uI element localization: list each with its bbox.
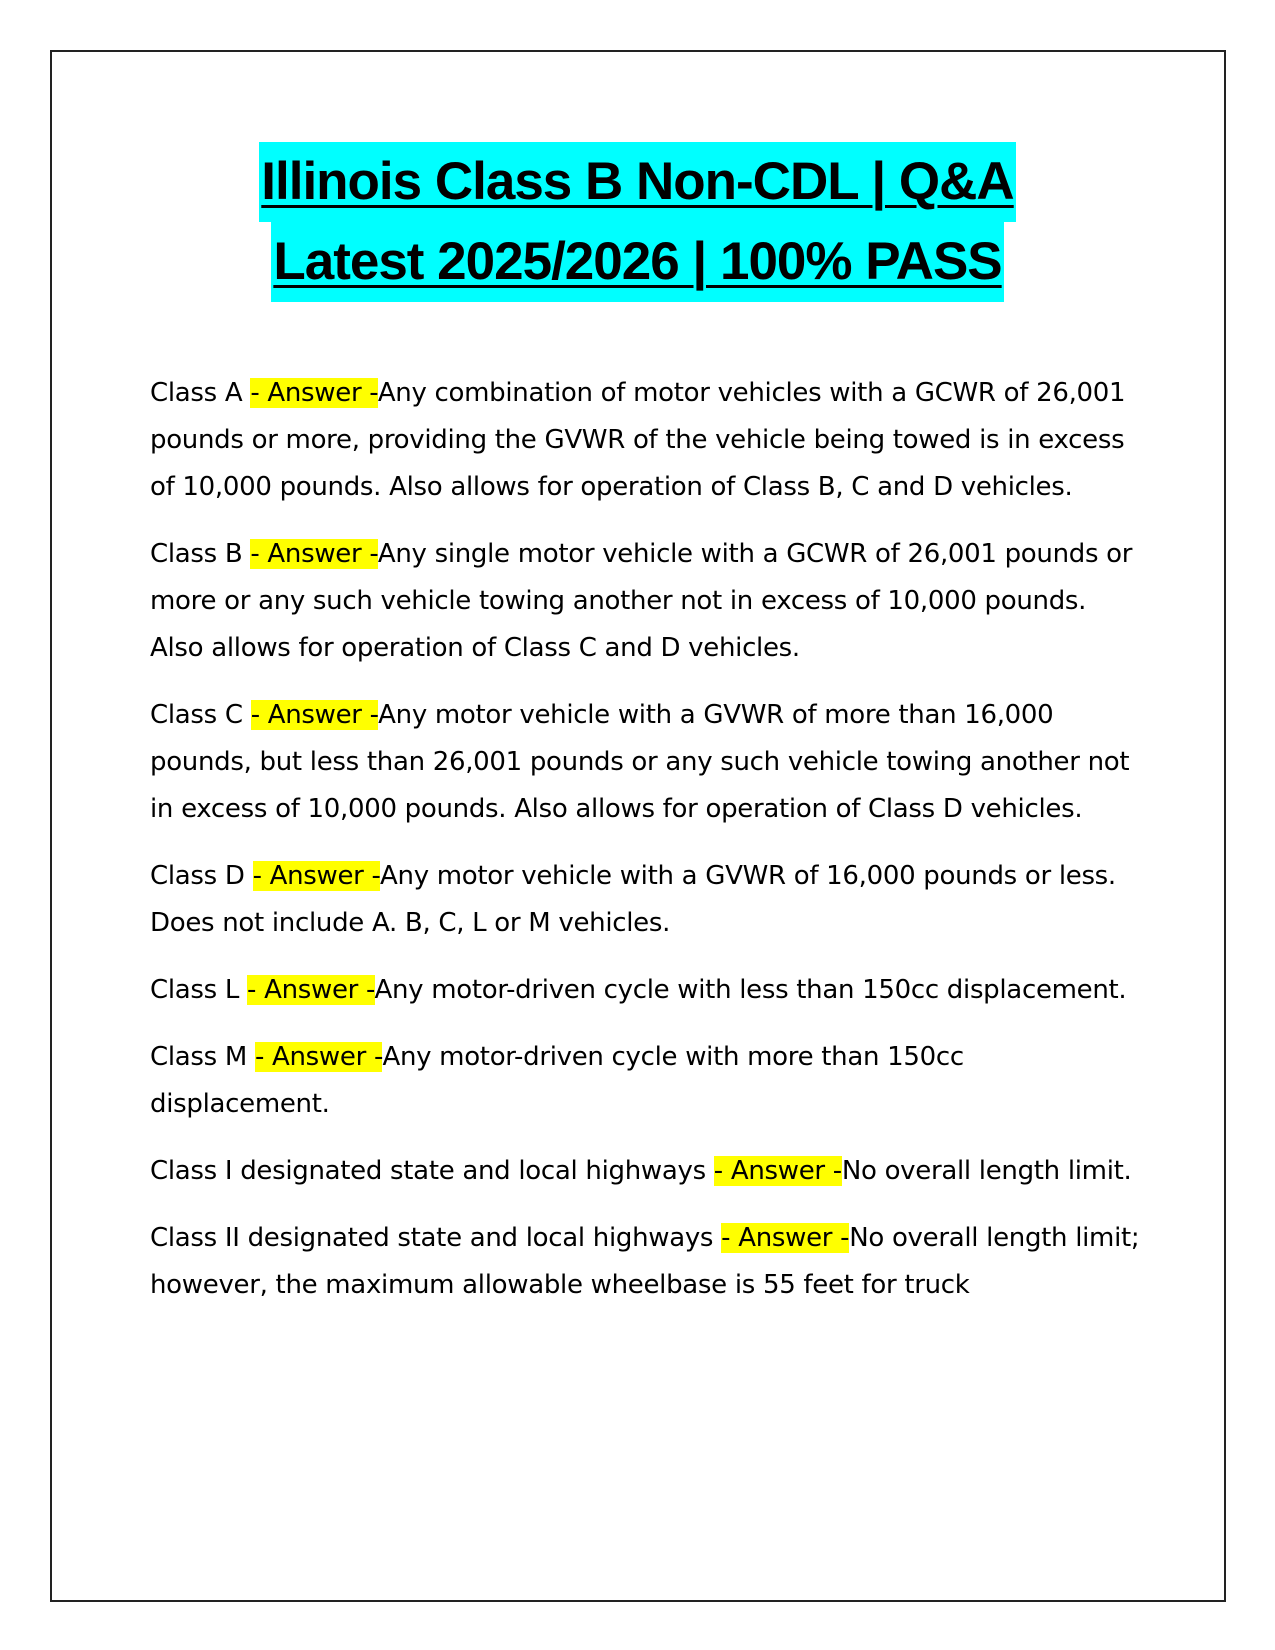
answer-text: Any motor-driven cycle with less than 150cc displacement.	[374, 975, 1127, 1005]
answer-tag: - Answer -	[252, 861, 381, 891]
document-title	[0, 142, 1275, 302]
answer-tag: - Answer -	[721, 1223, 850, 1253]
question-text: Class A	[150, 378, 251, 408]
answer-text: Any motor vehicle with a GVWR of 16,000 pounds or less. Does not include A. B, C, L or M vehicles.	[150, 861, 1116, 938]
question-text: Class D	[150, 861, 253, 891]
qa-item	[150, 853, 1140, 947]
title-line-1: Illinois Class B Non-CDL | Q&A	[259, 142, 1015, 222]
question-text: Class L	[150, 975, 248, 1005]
question-text: Class B	[150, 539, 251, 569]
qa-list	[150, 370, 1140, 1329]
answer-text: Any single motor vehicle with a GCWR of 26,001 pounds or more or any such vehicle towing another not in excess of 10,000 pounds. Also allows for operation of Class C and D vehicles.	[150, 539, 1133, 663]
answer-tag: - Answer -	[250, 539, 378, 569]
answer-tag: - Answer -	[254, 1042, 383, 1072]
answer-tag: - Answer -	[250, 378, 378, 408]
qa-item	[150, 1215, 1140, 1309]
answer-text: Any combination of motor vehicles with a GCWR of 26,001 pounds or more, providing the GVWR of the vehicle being towed is in excess of 10,000 pounds. Also allows for operation of Class B, C and D vehicles.	[150, 378, 1126, 502]
qa-item	[150, 1034, 1140, 1128]
answer-tag: - Answer -	[250, 700, 379, 730]
answer-text: Any motor vehicle with a GVWR of more than 16,000 pounds, but less than 26,001 pounds or any such vehicle towing another not in excess of 10,000 pounds. Also allows for operation of Class D vehicles.	[150, 700, 1130, 824]
question-text: Class I designated state and local highways	[150, 1156, 714, 1186]
qa-item	[150, 967, 1140, 1014]
answer-text: No overall length limit; however, the maximum allowable wheelbase is 55 feet for truck	[150, 1223, 1140, 1300]
question-text: Class II designated state and local highways	[150, 1223, 722, 1253]
answer-text: Any motor-driven cycle with more than 150cc displacement.	[150, 1042, 964, 1119]
qa-item	[150, 370, 1140, 511]
question-text: Class M	[150, 1042, 255, 1072]
answer-tag: - Answer -	[713, 1156, 842, 1186]
qa-item	[150, 692, 1140, 833]
question-text: Class C	[150, 700, 251, 730]
qa-item	[150, 1148, 1140, 1195]
title-line-2: Latest 2025/2026 | 100% PASS	[271, 222, 1003, 302]
answer-tag: - Answer -	[247, 975, 375, 1005]
answer-text: No overall length limit.	[841, 1156, 1132, 1186]
qa-item	[150, 531, 1140, 672]
